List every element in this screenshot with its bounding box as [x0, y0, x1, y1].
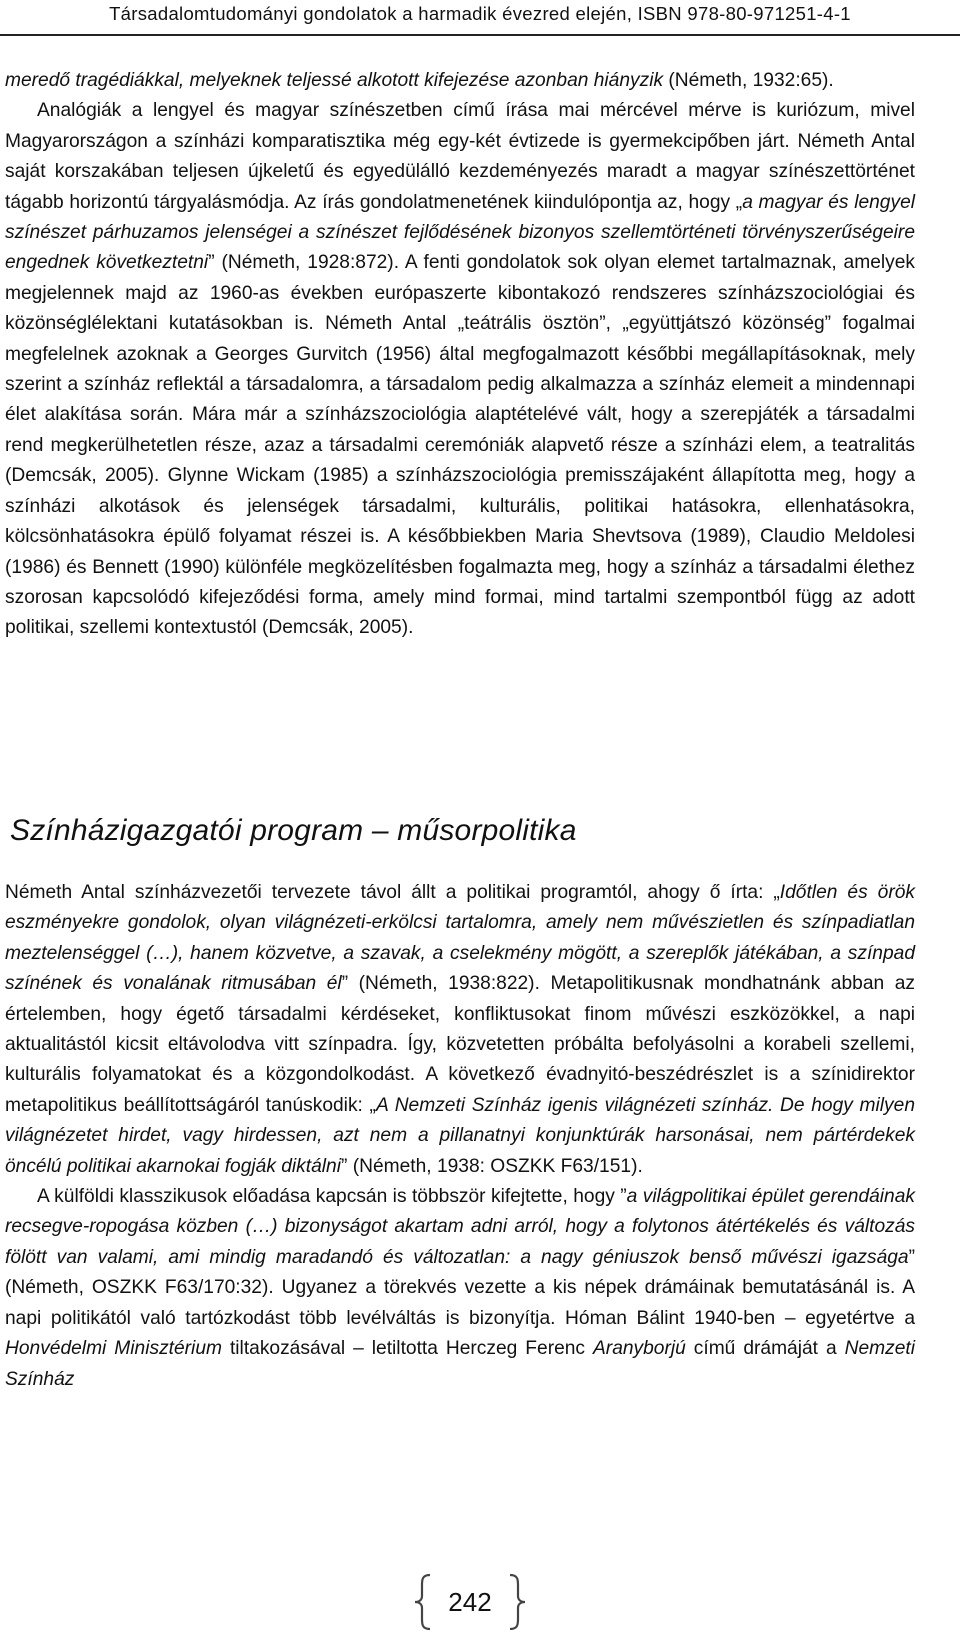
text-run: tiltakozásával – letiltotta Herczeg Ferenc — [221, 1338, 593, 1360]
text-run: A külföldi klasszikusok előadása kapcsán is többször kifejtette, hogy ” — [37, 1186, 627, 1208]
left-brace-icon — [412, 1573, 434, 1631]
running-header: Társadalomtudományi gondolatok a harmadik évezred elején, ISBN 978-80-971251-4-1 — [109, 3, 851, 24]
section-heading: Színházigazgatói program – műsorpolitika — [10, 814, 577, 847]
italic-quote: Időtlen és örök eszményekre gondolok, olyan világnézeti-erkölcsi tartalomra, amely nem művészietlen és színpadiatlan meztelenséggel (…), hanem közvetve, a szavak, a cselekmény mögött, a szereplők játékában, a színpad színének és vonalának ritmusában él — [5, 882, 915, 995]
italic-title: Aranyborjú — [593, 1338, 686, 1360]
italic-term: Nemzeti Színház — [5, 1338, 915, 1390]
italic-term: Honvédelmi Minisztérium — [5, 1338, 222, 1360]
bottom-text-block — [5, 878, 915, 1395]
italic-quote: a magyar és lengyel színészet párhuzamos jelenségei a színészet fejlődésének bizonyos szellemtörténeti törvényszerűségeire engednek következtetni — [5, 191, 916, 274]
paragraph-analogies — [5, 96, 915, 643]
paragraph-continuation — [5, 66, 915, 96]
text-run: Analógiák a lengyel és magyar színészetben című írása mai mércével mérve is kuriózum, mivel Magyarországon a színházi komparatisztika még egy-két évtizede is gyermekcipőben járt. Németh Antal saját korszakában teljesen újkeletű és egyedülálló kezdeményezés maradt a magyar színészettörténet tágabb horizontú tárgyalásmódja. Az írás gondolatmenetének kiindulópontja az, hogy „ — [5, 100, 915, 213]
page-number: 242 — [448, 1587, 492, 1617]
text-run: ” (Németh, 1938:822). Metapolitikusnak mondhatnánk abban az értelemben, hogy égető társadalmi kérdéseket, konfliktusokat finom művészi eszközökkel, a napi aktualitástól kicsit eltávolodva vitt színpadra. Így, közvetetten próbálta befolyásolni a korabeli szellemi, kulturális folyamatokat és a közgondolkodást. A következő évadnyitó-beszédrészlet is a színidirektor metapolitikus beállítottságáról tanúskodik: „ — [5, 973, 916, 1116]
text-run: című drámáját a — [685, 1338, 845, 1360]
header-rule — [0, 34, 960, 36]
page-footer — [0, 1573, 960, 1633]
text-run: ” (Németh, 1938: OSZKK F63/151). — [340, 1155, 643, 1177]
text-run: Németh Antal színházvezetői tervezete távol állt a politikai programtól, ahogy ő írta: „ — [5, 882, 780, 903]
italic-quote: meredő tragédiákkal, melyeknek teljessé alkotott kifejezése azonban hiányzik — [5, 70, 664, 91]
paragraph-classics — [5, 1182, 915, 1395]
right-brace-icon — [506, 1573, 528, 1631]
paragraph-program — [5, 878, 915, 1182]
italic-quote: A Nemzeti Színház igenis világnézeti színház. De hogy milyen világnézetet hirdet, vagy hirdessen, azt nem a pillanatnyi konjunktúrák harsonásai, nem pártérdekek öncélú politikai akarnokai fogják diktálni — [5, 1094, 915, 1177]
italic-quote: a világpolitikai épület gerendáinak recsegve-ropogása közben (…) bizonyságot akartam adni arról, hogy a folytonos átértékelés és változás fölött van valami, ami mindig maradandó és változatlan: a nagy géniuszok benső művészi igazsága — [5, 1186, 915, 1268]
citation: (Németh, 1932:65). — [663, 70, 834, 91]
text-run: ” (Németh, OSZKK F63/170:32). Ugyanez a törekvés vezette a kis népek drámáinak bemutatásánál is. A napi politikától való tartózkodást több levélváltás is bizonyítja. Hóman Bálint 1940-ben – egyetértve a — [5, 1246, 915, 1329]
top-text-block — [5, 66, 915, 644]
text-run: ” (Németh, 1928:872). A fenti gondolatok sok olyan elemet tartalmaznak, amelyek megjelennek majd az 1960-as években európaszerte kibontakozó rendszeres színházszociológiai és közönséglélektani kutatásokban is. Németh Antal „teátrális ösztön”, „együttjátszó közönség” fogalmai megfelelnek azoknak a Georges Gurvitch (1956) által megfogalmazott későbbi megállapításoknak, mely szerint a színház reflektál a társadalomra, a társadalom pedig alkalmazza a színház elemeit a mindennapi élet alakítása során. Mára már a színházszociológia alaptételévé vált, hogy a szerepjáték a társadalmi rend megkerülhetetlen része, azaz a társadalmi ceremóniák alapvető része a színházi elem, a teatralitás (Demcsák, 2005). Glynne Wickam (1985) a színházszociológia premisszájaként állapította meg, hogy a színházi alkotások és jelenségek társadalmi, kulturális, politikai hatásokra, ellenhatásokra, kölcsönhatásokra épülő folyamat részei is. A későbbiekben Maria Shevtsova (1989), Claudio Meldolesi (1986) és Bennett (1990) különféle megközelítésben fogalmazta meg, hogy a színház a társadalmi élethez szorosan kapcsolódó kifejeződési forma, amely mind formai, mind tartalmi szempontból függ az adott politikai, szellemi kontextustól (Demcsák, 2005). — [5, 252, 916, 639]
